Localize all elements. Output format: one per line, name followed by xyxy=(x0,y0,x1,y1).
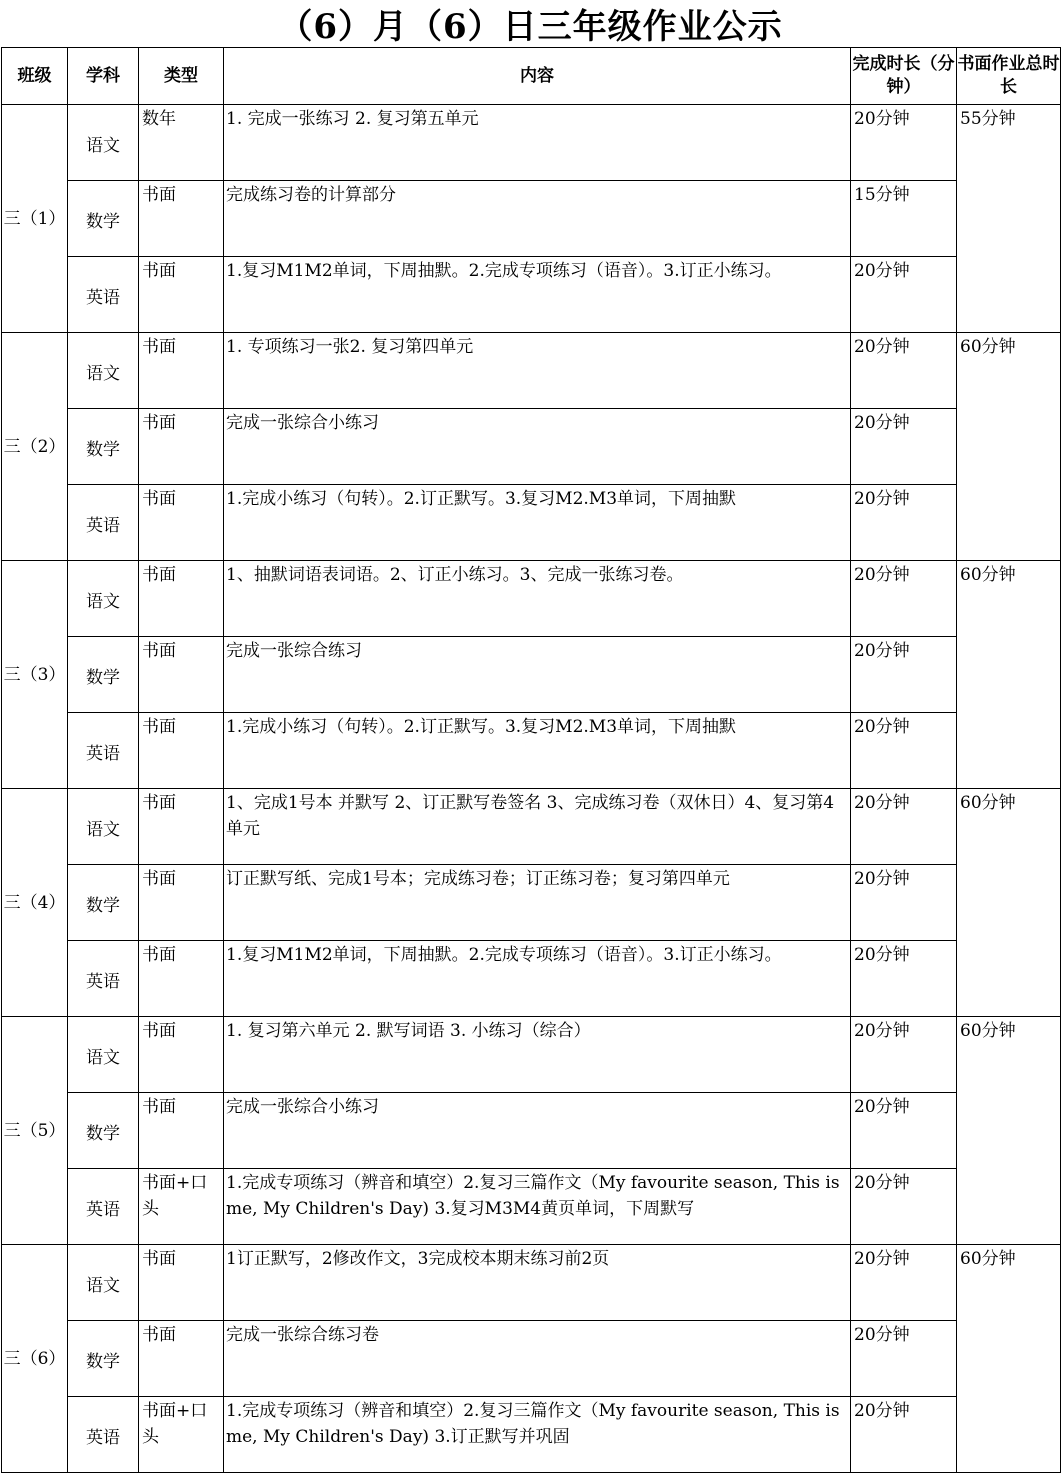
subject-cell: 语文 xyxy=(68,105,139,181)
subject-cell: 数学 xyxy=(68,1093,139,1169)
content-cell: 1. 完成一张练习 2. 复习第五单元 xyxy=(224,105,851,181)
subject-cell: 英语 xyxy=(68,485,139,561)
duration-cell: 20分钟 xyxy=(851,713,957,789)
class-name: 三（5） xyxy=(2,1017,68,1245)
table-row xyxy=(2,865,1061,941)
type-cell: 书面 xyxy=(139,333,224,409)
type-cell: 书面 xyxy=(139,789,224,865)
table-row xyxy=(2,789,1061,865)
duration-cell: 20分钟 xyxy=(851,409,957,485)
duration-cell: 15分钟 xyxy=(851,181,957,257)
type-cell: 数年 xyxy=(139,105,224,181)
duration-cell: 20分钟 xyxy=(851,333,957,409)
table-row xyxy=(2,105,1061,181)
type-cell: 书面 xyxy=(139,1093,224,1169)
content-cell: 1订正默写，2修改作文，3完成校本期末练习前2页 xyxy=(224,1245,851,1321)
content-cell: 完成一张综合小练习 xyxy=(224,1093,851,1169)
subject-cell: 语文 xyxy=(68,1017,139,1093)
table-row xyxy=(2,561,1061,637)
subject-cell: 数学 xyxy=(68,1321,139,1397)
content-cell: 完成练习卷的计算部分 xyxy=(224,181,851,257)
table-row xyxy=(2,637,1061,713)
total-cell: 55分钟 xyxy=(957,105,1061,333)
total-cell: 60分钟 xyxy=(957,1017,1061,1245)
table-row xyxy=(2,1245,1061,1321)
total-cell: 60分钟 xyxy=(957,561,1061,789)
type-cell: 书面 xyxy=(139,713,224,789)
subject-cell: 数学 xyxy=(68,181,139,257)
header-content: 内容 xyxy=(224,48,851,105)
type-cell: 书面 xyxy=(139,1017,224,1093)
duration-cell: 20分钟 xyxy=(851,105,957,181)
table-row xyxy=(2,181,1061,257)
header-class: 班级 xyxy=(2,48,68,105)
total-cell: 60分钟 xyxy=(957,1245,1061,1473)
duration-cell: 20分钟 xyxy=(851,1093,957,1169)
subject-cell: 英语 xyxy=(68,1169,139,1245)
type-cell: 书面 xyxy=(139,865,224,941)
content-cell: 1、抽默词语表词语。2、订正小练习。3、完成一张练习卷。 xyxy=(224,561,851,637)
table-row xyxy=(2,333,1061,409)
type-cell: 书面+口头 xyxy=(139,1169,224,1245)
class-name: 三（2） xyxy=(2,333,68,561)
duration-cell: 20分钟 xyxy=(851,1397,957,1473)
header-total: 书面作业总时长 xyxy=(957,48,1061,105)
duration-cell: 20分钟 xyxy=(851,1321,957,1397)
table-row xyxy=(2,713,1061,789)
page-title: （6）月（6）日三年级作业公示 xyxy=(278,6,783,47)
table-row xyxy=(2,1397,1061,1473)
subject-cell: 数学 xyxy=(68,409,139,485)
subject-cell: 数学 xyxy=(68,865,139,941)
homework-table xyxy=(1,47,1061,1473)
class-name: 三（1） xyxy=(2,105,68,333)
type-cell: 书面 xyxy=(139,1321,224,1397)
subject-cell: 语文 xyxy=(68,561,139,637)
header-row xyxy=(2,48,1061,105)
duration-cell: 20分钟 xyxy=(851,485,957,561)
total-cell: 60分钟 xyxy=(957,789,1061,1017)
subject-cell: 语文 xyxy=(68,789,139,865)
subject-cell: 英语 xyxy=(68,1397,139,1473)
header-subject: 学科 xyxy=(68,48,139,105)
content-cell: 1.完成小练习（句转）。2.订正默写。3.复习M2.M3单词，下周抽默 xyxy=(224,713,851,789)
content-cell: 完成一张综合练习卷 xyxy=(224,1321,851,1397)
type-cell: 书面+口头 xyxy=(139,1397,224,1473)
type-cell: 书面 xyxy=(139,257,224,333)
type-cell: 书面 xyxy=(139,561,224,637)
table-row xyxy=(2,409,1061,485)
table-row xyxy=(2,1017,1061,1093)
duration-cell: 20分钟 xyxy=(851,561,957,637)
type-cell: 书面 xyxy=(139,941,224,1017)
content-cell: 1.复习M1M2单词，下周抽默。2.完成专项练习（语音）。3.订正小练习。 xyxy=(224,257,851,333)
subject-cell: 语文 xyxy=(68,1245,139,1321)
content-cell: 完成一张综合练习 xyxy=(224,637,851,713)
class-name: 三（6） xyxy=(2,1245,68,1473)
type-cell: 书面 xyxy=(139,637,224,713)
type-cell: 书面 xyxy=(139,409,224,485)
total-cell: 60分钟 xyxy=(957,333,1061,561)
content-cell: 完成一张综合小练习 xyxy=(224,409,851,485)
duration-cell: 20分钟 xyxy=(851,1017,957,1093)
content-cell: 1.复习M1M2单词，下周抽默。2.完成专项练习（语音）。3.订正小练习。 xyxy=(224,941,851,1017)
subject-cell: 英语 xyxy=(68,713,139,789)
header-duration: 完成时长（分钟） xyxy=(851,48,957,105)
content-cell: 1.完成专项练习（辨音和填空）2.复习三篇作文（My favourite season, This is me, My Children's Day) 3.订正默写并巩固 xyxy=(224,1397,851,1473)
table-row xyxy=(2,257,1061,333)
duration-cell: 20分钟 xyxy=(851,1169,957,1245)
content-cell: 订正默写纸、完成1号本；完成练习卷；订正练习卷；复习第四单元 xyxy=(224,865,851,941)
table-row xyxy=(2,485,1061,561)
type-cell: 书面 xyxy=(139,1245,224,1321)
class-name: 三（4） xyxy=(2,789,68,1017)
content-cell: 1. 专项练习一张2. 复习第四单元 xyxy=(224,333,851,409)
type-cell: 书面 xyxy=(139,181,224,257)
duration-cell: 20分钟 xyxy=(851,789,957,865)
subject-cell: 语文 xyxy=(68,333,139,409)
class-name: 三（3） xyxy=(2,561,68,789)
table-row xyxy=(2,941,1061,1017)
duration-cell: 20分钟 xyxy=(851,637,957,713)
duration-cell: 20分钟 xyxy=(851,1245,957,1321)
subject-cell: 数学 xyxy=(68,637,139,713)
header-type: 类型 xyxy=(139,48,224,105)
subject-cell: 英语 xyxy=(68,941,139,1017)
duration-cell: 20分钟 xyxy=(851,941,957,1017)
type-cell: 书面 xyxy=(139,485,224,561)
subject-cell: 英语 xyxy=(68,257,139,333)
duration-cell: 20分钟 xyxy=(851,257,957,333)
content-cell: 1.完成专项练习（辨音和填空）2.复习三篇作文（My favourite season, This is me, My Children's Day) 3.复习M3M4黄页单词，下周默写 xyxy=(224,1169,851,1245)
content-cell: 1、完成1号本 并默写 2、订正默写卷签名 3、完成练习卷（双休日）4、复习第4单元 xyxy=(224,789,851,865)
table-row xyxy=(2,1321,1061,1397)
content-cell: 1.完成小练习（句转）。2.订正默写。3.复习M2.M3单词，下周抽默 xyxy=(224,485,851,561)
table-row xyxy=(2,1169,1061,1245)
content-cell: 1. 复习第六单元 2. 默写词语 3. 小练习（综合） xyxy=(224,1017,851,1093)
duration-cell: 20分钟 xyxy=(851,865,957,941)
table-row xyxy=(2,1093,1061,1169)
